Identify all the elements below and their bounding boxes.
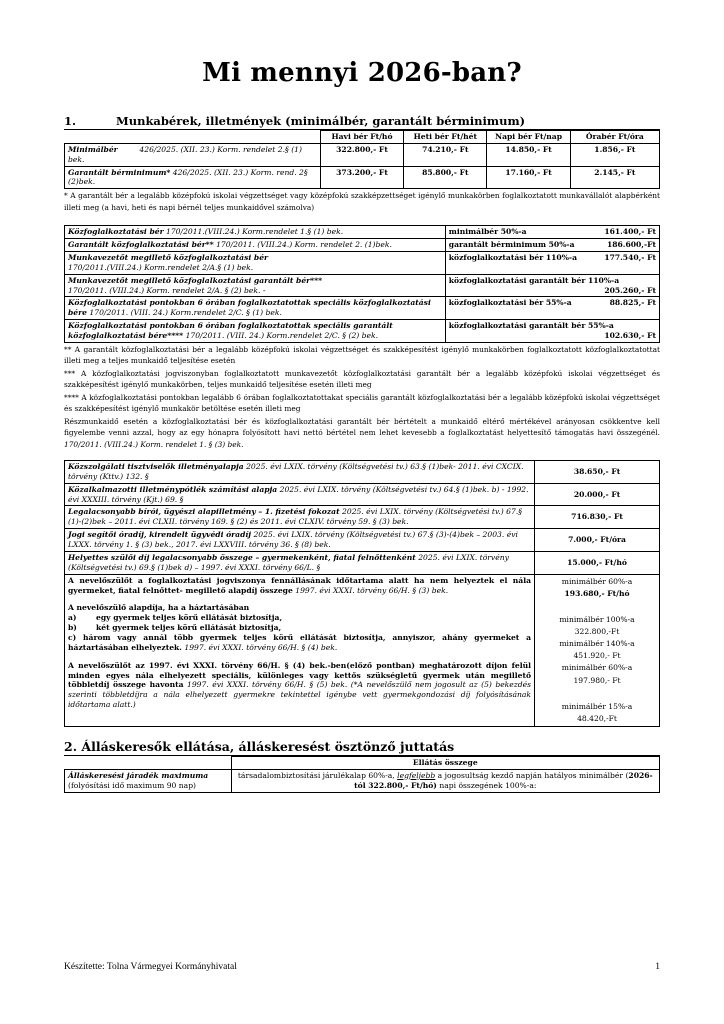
row-label: Közfoglalkoztatási pontokban 6 órában foglalkoztatottak speciális közfoglalkoztatási bére 170/2011. (VIII. 24.) Korm.rendelet 2/C. § (1) bek. [65, 297, 446, 320]
row-label: Legalacsonyabb bírói, ügyészi alapilletmény – 1. fizetési fokozat 2025. évi LXIX. törvény (Költségvetési tv.) 67.§ (1)-(2)bek – 2011. évi CLXII. törvény 169. § (2) és 2011. évi CLXIV. törvény 59. § (3) bek. [65, 506, 535, 529]
row-value: közfoglalkoztatási bér 55%-a 88.825,- Ft [445, 297, 659, 320]
row-label: Közszolgálati tisztviselők illetményalapja 2025. évi LXIX. törvény (Költségvetési tv.) 63.§ (1)bek- 2011. évi CXCIX. törvény (Kttv.) 132. § [65, 461, 535, 484]
minimum-wage-table [64, 130, 660, 189]
row-label: Közfoglalkoztatási bér 170/2011.(VIII.24.) Korm.rendelet 1.§ (1) bek. [65, 226, 446, 239]
section1-number: 1. [64, 114, 77, 128]
row-value: közfoglalkoztatási garantált bér 55%-a 102.630,- Ft [445, 320, 659, 343]
row-value: társadalombiztosítási járulékalap 60%-a, legfeljebb a jogosultság kezdő napján hatályos minimálbér (2026-tól 322.800,- Ft/hó) napi összegének 100%-a: [231, 769, 659, 792]
table-row [65, 461, 660, 484]
header-monthly: Havi bér Ft/hó [320, 131, 403, 144]
table-row [65, 506, 660, 529]
row-value: 7.000,- Ft/óra [535, 529, 660, 552]
header-hourly: Órabér Ft/óra [570, 131, 659, 144]
row-value: közfoglalkoztatási garantált bér 110%-a 205.260,- Ft [445, 274, 659, 297]
table-row [65, 297, 660, 320]
table-header-row [65, 757, 660, 770]
table-row [65, 769, 660, 792]
daily-value: 17.160,- Ft [487, 166, 570, 189]
footnote-3: *** A közfoglalkoztatási jogviszonyban foglalkoztatott munkavezetőt közfoglalkoztatási garantált bér a legalább középfokú iskolai végzettséget és szakképesítést igénylő munkakörben, teljes munkaidő teljesítése esetén illeti meg [64, 368, 660, 390]
public-employment-table [64, 225, 660, 343]
table-row [65, 226, 660, 239]
page-number: 1 [655, 962, 660, 972]
footer-author: Készítette: Tolna Vármegyei Kormányhivatal [64, 962, 237, 972]
row-value: garantált bérminimum 50%-a 186.600,-Ft [445, 239, 659, 252]
page-title: Mi mennyi 2026-ban? [202, 58, 522, 88]
footnote-guaranteed: * A garantált bér a legalább középfokú iskolai végzettséget vagy középfokú szakképzettséget igénylő munkakörben foglalkoztatott munkavállalót alapbérként illeti meg (a havi, heti és napi bérnél teljes munkaidővel számolva) [64, 191, 660, 212]
weekly-value: 85.800,- Ft [404, 166, 487, 189]
daily-value: 14.850,- Ft [487, 143, 570, 166]
monthly-value: 373.200,- Ft [320, 166, 403, 189]
footnote-2: ** A garantált közfoglalkoztatási bér a legalább középfokú iskolai végzettséget és szakképesítést igénylő munkakörben foglalkoztatott közfoglalkoztatottat illeti meg a teljes munkaidő teljesítése esetén [64, 344, 660, 366]
section1-heading [64, 114, 660, 130]
hourly-value: 2.145,- Ft [570, 166, 659, 189]
row-label: Jogi segítői óradíj, kirendelt ügyvédi óradíj 2025. évi LXIX. törvény (Költségvetési tv.) 67.§ (3)-(4)bek – 2003. évi LXXX. törvény 1. § (3) bek., 2017. évi LXXVIII. törvény 36. § (8) bek. [65, 529, 535, 552]
page-footer [64, 962, 660, 972]
table-header-row [65, 131, 660, 144]
document-page [64, 58, 660, 793]
row-label: Minimálbér 426/2025. (XII. 23.) Korm. rendelet 2.§ (1) bek. [65, 143, 321, 166]
table-row [65, 529, 660, 552]
section1-title: Munkabérek, illetmények (minimálbér, garantált bérminimum) [116, 114, 526, 128]
foster-parent-text: A nevelőszülőt a foglalkoztatási jogviszonya fennállásának időtartama alatt ha nem helyeztek el nála gyermeket, fiatal felnőttet- megillető alapdíj összege 1997. évi XXXI. törvény 66/H. § (3) bek. A nevelőszülő alapdíja, ha a háztartásában a) egy gyermek teljes körű ellátását biztosítja, b) két gyermek teljes körű ellátását biztosítja, c) három vagy annál több gyermek teljes körű ellátását biztosítja, annyiszor, ahány gyermeket a háztartásában elhelyeztek. 1997. évi XXXI. törvény 66/H. § (4) bek. A nevelőszülőt az 1997. évi XXXI. törvény 66/H. § (4) bek.-ben(előző pontban) meghatározott díjon felül minden egyes nála elhelyezett speciális, különleges vagy kettős szükségletű gyermek után megillető többletdíj összege havonta 1997. évi XXXI. törvény 66/H. § (5) bek. (*A nevelőszülő nem jogosult az (5) bekezdés szerinti többletdíjra a nála elhelyezett gyermekre tekintettel igénybe vett gyermekgondozási díj folyósításának időtartama alatt.) [65, 574, 535, 726]
row-label: Garantált bérminimum* 426/2025. (XII. 23.) Korm. rend. 2§ (2)bek. [65, 166, 321, 189]
header-daily: Napi bér Ft/nap [487, 131, 570, 144]
table-row [65, 143, 660, 166]
footnote-part-time: Részmunkaidő esetén a közfoglalkoztatási bér és közfoglalkoztatási garantált bér bértételt a munkaidő eltérő mértékével arányosan csökkentve kell figyelembe venni azzal, hogy az egy hónapra folyósított havi nettó bértétel nem lehet kevesebb a foglalkoztatást helyettesítő támogatás havi összegénél. 170/2011. (VIII.24.) Korm. rendelet 1. § (3) bek. [64, 416, 660, 449]
header-weekly: Heti bér Ft/hét [404, 131, 487, 144]
jobseeker-table [64, 756, 660, 793]
row-label: Közfoglalkoztatási pontokban 6 órában foglalkoztatottak speciális garantált közfoglalkoztatási bére**** 170/2011. (VIII. 24.) Korm.rendelet 2/C. § (2) bek. [65, 320, 446, 343]
table-row [65, 239, 660, 252]
table-row [65, 166, 660, 189]
row-value: 716.830,- Ft [535, 506, 660, 529]
row-label: Közalkalmazotti illetménypótlék számítási alapja 2025. évi LXIX. törvény (Költségvetési tv.) 64.§ (1)bek. b) - 1992. évi XXXIII. törvény (Kjt.) 69. § [65, 483, 535, 506]
footnote-4: **** A közfoglalkoztatási pontokban legalább 6 órában foglalkoztatottakat speciális garantált közfoglalkoztatási bér a legalább középfokú iskolai végzettséget és szakképesítést igénylő munkakör betöltése esetén illeti meg [64, 392, 660, 414]
hourly-value: 1.856,- Ft [570, 143, 659, 166]
table-row [65, 483, 660, 506]
row-value: közfoglalkoztatási bér 110%-a 177.540,- Ft [445, 251, 659, 274]
row-value: 38.650,- Ft [535, 461, 660, 484]
weekly-value: 74.210,- Ft [404, 143, 487, 166]
row-label: Munkavezetőt megillető közfoglalkoztatási garantált bér*** 170/2011. (VIII.24.) Korm. rendelet 2/A. § (2) bek. - [65, 274, 446, 297]
foster-parent-row [65, 574, 660, 726]
header-amount: Ellátás összege [231, 757, 659, 770]
foster-parent-values: minimálbér 60%-a 193.680,- Ft/hó minimálbér 100%-a 322.800,-Ft minimálbér 140%-a 451.920,- Ft minimálbér 60%-a 197.980,- Ft minimálbér 15%-a 48.420,-Ft [535, 574, 660, 726]
row-label: Helyettes szülői díj legalacsonyabb összege – gyermekenként, fiatal felnőttenként 2025. évi LXIX. törvény (Költségvetési tv.) 69.§ (1)bek d) – 1997. évi XXXI. törvény 66/L. § [65, 551, 535, 574]
section2-heading: 2. Álláskeresők ellátása, álláskeresést ösztönző juttatás [64, 739, 660, 756]
table-row [65, 551, 660, 574]
row-value: minimálbér 50%-a 161.400,- Ft [445, 226, 659, 239]
monthly-value: 322.800,- Ft [320, 143, 403, 166]
other-amounts-table [64, 460, 660, 727]
row-value: 20.000,- Ft [535, 483, 660, 506]
row-label: Munkavezetőt megillető közfoglalkoztatási bér 170/2011.(VIII.24.) Korm.rendelet 2/A.§ (1) bek. [65, 251, 446, 274]
row-label: Álláskeresési járadék maximuma (folyósítási idő maximum 90 nap) [65, 769, 232, 792]
row-label: Garantált közfoglalkoztatási bér** 170/2011. (VIII.24.) Korm. rendelet 2. (1)bek. [65, 239, 446, 252]
table-row [65, 274, 660, 297]
table-row [65, 251, 660, 274]
table-row [65, 320, 660, 343]
row-value: 15.000,- Ft/hó [535, 551, 660, 574]
